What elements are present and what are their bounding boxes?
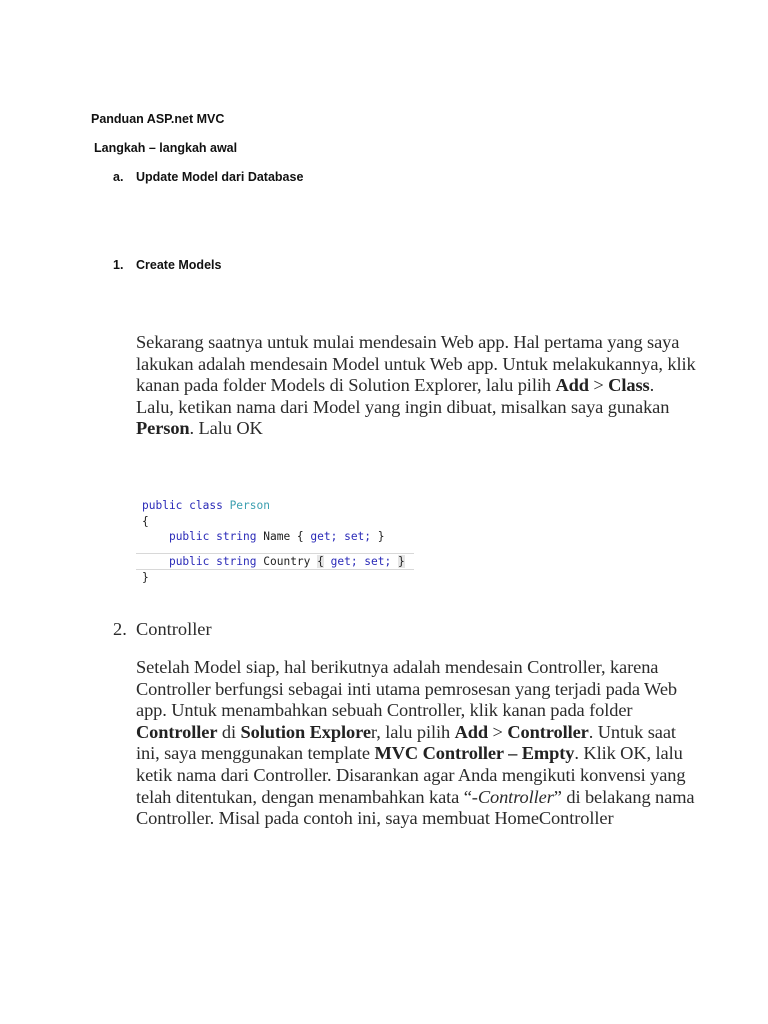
- text-run: >: [488, 721, 508, 742]
- text-run: -Controller: [471, 786, 554, 807]
- code-line: public class Person: [142, 499, 270, 512]
- section-heading-label: Controller: [136, 619, 212, 639]
- controller-paragraph: [136, 657, 696, 830]
- code-line: }: [142, 571, 149, 585]
- create-models-paragraph: [136, 332, 696, 440]
- code-sample-person-class: [142, 498, 417, 586]
- list-marker: 2.: [113, 619, 127, 639]
- text-run: ” di belakang nama Controller. Misal pada contoh ini, saya membuat HomeController: [136, 786, 695, 829]
- text-run: Sekarang saatnya untuk mulai mendesain Web app. Hal pertama yang saya lakukan adalah mendesain Model untuk Web app. Untuk melakukannya, klik kanan pada folder Models di Solution Explorer, lalu pilih: [136, 332, 696, 396]
- document-title: Panduan ASP.net MVC: [91, 112, 225, 126]
- text-run: Setelah Model siap, hal berikutnya adalah mendesain Controller, karena Controller berfungsi sebagai inti utama pemrosesan yang terjadi pada Web app. Untuk menambahkan sebuah Controller, klik kanan pada folder: [136, 657, 677, 721]
- list-item-update-model: [113, 170, 303, 184]
- text-run: Person: [136, 418, 190, 439]
- list-marker: a.: [113, 170, 124, 184]
- text-run: Controller: [507, 721, 589, 742]
- list-item-label: Update Model dari Database: [136, 170, 304, 184]
- text-run: Solution Explore: [240, 721, 371, 742]
- code-line-highlighted: public string Country { get; set; }: [136, 553, 414, 571]
- section-heading-controller: [113, 619, 212, 640]
- code-line: public string Name { get; set; }: [168, 530, 385, 544]
- list-marker: 1.: [113, 258, 124, 272]
- text-run: . Klik OK, lalu ketik nama dari Controller. Disarankan agar Anda mengikuti konvensi yang telah ditentukan, dengan menambahkan kata “: [136, 743, 686, 807]
- text-run: >: [588, 375, 609, 396]
- text-run: r, lalu pilih: [370, 721, 455, 742]
- text-run: di: [217, 721, 241, 742]
- text-run: . Untuk saat ini, saya menggunakan template: [136, 721, 676, 764]
- text-run: . Lalu, ketikan nama dari Model yang ingin dibuat, misalkan saya gunakan: [136, 375, 670, 417]
- text-run: Class: [608, 375, 650, 396]
- text-run: Add: [454, 721, 489, 742]
- section-heading-label: Create Models: [136, 258, 222, 272]
- text-run: MVC Controller – Empty: [374, 743, 575, 764]
- text-run: Add: [555, 375, 589, 396]
- text-run: . Lalu OK: [189, 418, 263, 439]
- document-subtitle: Langkah – langkah awal: [94, 141, 238, 155]
- section-heading-create-models: [113, 258, 221, 272]
- code-line: {: [142, 514, 149, 528]
- text-run: Controller: [136, 721, 218, 742]
